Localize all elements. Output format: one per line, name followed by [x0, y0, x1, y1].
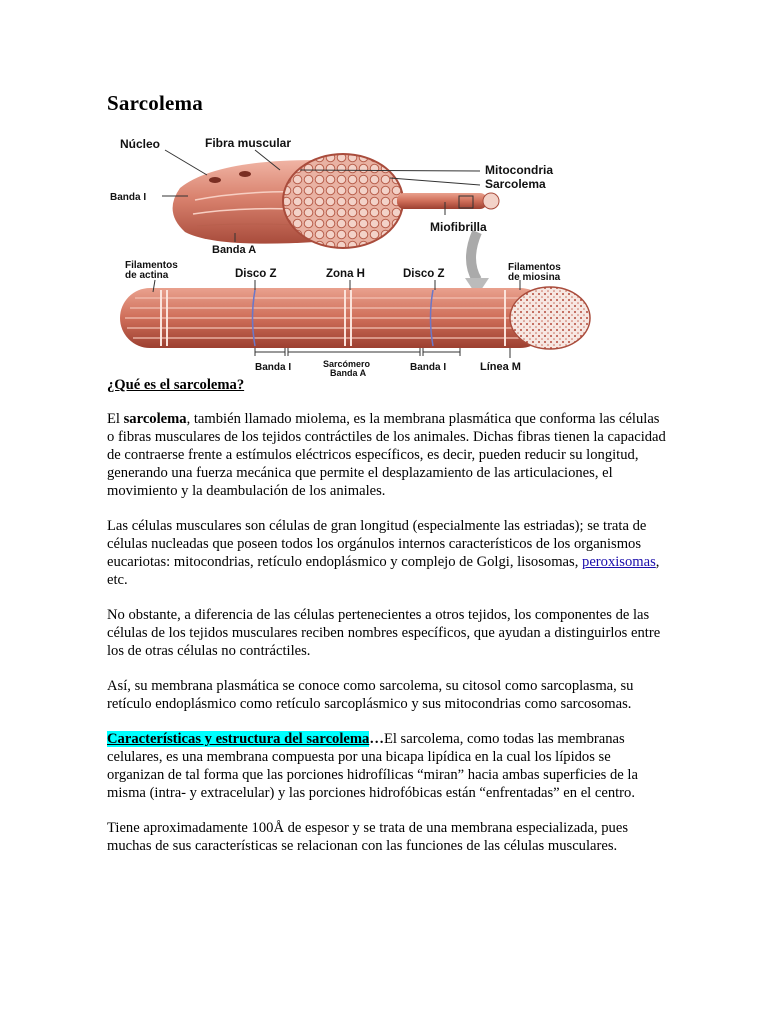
label-disco-z-right: Disco Z: [403, 268, 445, 280]
paragraph-3: No obstante, a diferencia de las células pertenecientes a otros tejidos, los componentes de las células de los tejidos musculares reciben nombres específicos, que ayudan a distinguirlos entre los de otras células no contráctiles.: [107, 607, 661, 659]
label-mitocondria: Mitocondria: [485, 163, 553, 177]
label-filamentos-miosina-1: Filamentos: [508, 262, 561, 273]
paragraph-2: Las células musculares son células de gran longitud (especialmente las estriadas); se trata de células nucleadas que poseen todos los orgánulos internos característicos de los organismos eucariotas: mitocondrias, retículo endoplásmico y complejo de Golgi, lisosomas, peroxisomas, etc.: [107, 518, 660, 588]
label-filamentos-actina-1: Filamentos: [125, 260, 178, 271]
paragraph-4: Así, su membrana plasmática se conoce como sarcolema, su citosol como sarcoplasma, su retículo endoplásmico como retículo sarcoplásmico y sus mitocondrias como sarcosomas.: [107, 678, 634, 712]
label-nucleo: Núcleo: [120, 137, 161, 151]
label-linea-m: Línea M: [480, 361, 521, 373]
label-disco-z-left: Disco Z: [235, 268, 277, 280]
paragraph-5: Características y estructura del sarcolema…El sarcolema, como todas las membranas celulares, es una membrana compuesta por una bicapa lipídica en la cual los lípidos se organizan de tal forma que las porciones hidrofílicas “miran” hacia ambas superficies de la misma (intra- y extracelular) y las porciones hidrofóbicas están “enfrentadas” en el centro.: [107, 731, 638, 801]
label-miofibrilla: Miofibrilla: [430, 220, 487, 234]
label-sarcomero: Sarcómero: [323, 359, 371, 369]
page-title: Sarcolema: [107, 91, 203, 115]
label-banda-i: Banda I: [110, 192, 147, 203]
paragraph-1: El sarcolema, también llamado miolema, es la membrana plasmática que conforma las células o fibras musculares de los tejidos contráctiles de los animales. Dichas fibras tienen la capacidad de contraerse frente a estímulos eléctricos específicos, es decir, pueden reducir su longitud, generando una fuerza mecánica que permite el desplazamiento de las articulaciones, el movimiento y la deambulación de los animales.: [107, 411, 666, 499]
label-sarcolema: Sarcolema: [485, 177, 546, 191]
highlighted-heading: Características y estructura del sarcolema: [107, 731, 370, 747]
label-filamentos-miosina-2: de miosina: [508, 272, 561, 283]
label-banda-i-bottom-right: Banda I: [410, 362, 447, 373]
label-filamentos-actina-2: de actina: [125, 270, 169, 281]
label-fibra-muscular: Fibra muscular: [205, 136, 292, 150]
label-zona-h: Zona H: [326, 268, 365, 280]
label-banda-a: Banda A: [212, 244, 257, 256]
label-sarcomero-banda-a: Banda A: [330, 368, 367, 378]
label-banda-i-bottom-left: Banda I: [255, 362, 292, 373]
bold-term: sarcolema: [123, 411, 187, 427]
paragraph-6: Tiene aproximadamente 100Å de espesor y se trata de una membrana especializada, pues muchas de sus características se relacionan con las funciones de las células musculares.: [107, 820, 628, 854]
muscle-fiber-diagram: [105, 130, 595, 378]
myofibril: [120, 287, 590, 349]
section-question: ¿Qué es el sarcolema?: [107, 377, 245, 393]
peroxisomas-link[interactable]: peroxisomas: [582, 554, 656, 570]
body-text: [107, 410, 667, 872]
